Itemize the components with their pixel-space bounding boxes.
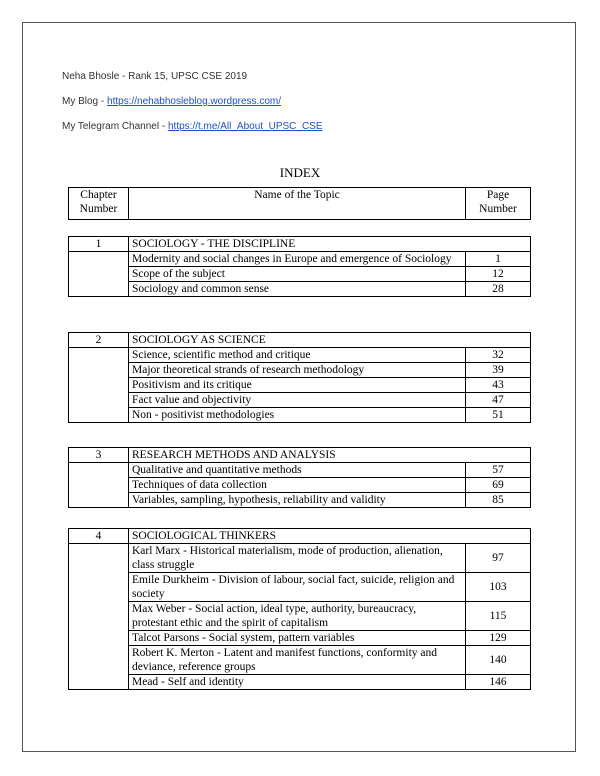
section-title: RESEARCH METHODS AND ANALYSIS xyxy=(129,448,531,463)
author-line: Neha Bhosle - Rank 15, UPSC CSE 2019 xyxy=(62,71,248,82)
topic-page: 39 xyxy=(466,363,531,378)
topic-page: 97 xyxy=(466,544,531,573)
topic-page: 1 xyxy=(466,252,531,267)
section-number-cell xyxy=(69,544,129,690)
topic-page: 140 xyxy=(466,646,531,675)
section-number: 3 xyxy=(69,448,129,463)
section-table-2 xyxy=(68,332,531,423)
topic-name: Scope of the subject xyxy=(129,267,466,282)
topic-page: 146 xyxy=(466,675,531,690)
section-number-cell xyxy=(69,463,129,508)
topic-name: Major theoretical strands of research methodology xyxy=(129,363,466,378)
topic-name: Robert K. Merton - Latent and manifest functions, conformity and deviance, reference groups xyxy=(129,646,466,675)
topic-name: Variables, sampling, hypothesis, reliability and validity xyxy=(129,493,466,508)
topic-name: Positivism and its critique xyxy=(129,378,466,393)
topic-page: 47 xyxy=(466,393,531,408)
topic-page: 115 xyxy=(466,602,531,631)
col-topic-header: Name of the Topic xyxy=(129,188,466,220)
blog-link[interactable]: https://nehabhosleblog.wordpress.com/ xyxy=(107,96,282,107)
section-title: SOCIOLOGY - THE DISCIPLINE xyxy=(129,237,531,252)
topic-name: Max Weber - Social action, ideal type, authority, bureaucracy, protestant ethic and the spirit of capitalism xyxy=(129,602,466,631)
topic-name: Modernity and social changes in Europe and emergence of Sociology xyxy=(129,252,466,267)
topic-page: 85 xyxy=(466,493,531,508)
telegram-line xyxy=(62,121,323,132)
section-table-3 xyxy=(68,447,531,508)
topic-page: 28 xyxy=(466,282,531,297)
section-title: SOCIOLOGICAL THINKERS xyxy=(129,529,531,544)
topic-name: Science, scientific method and critique xyxy=(129,348,466,363)
blog-line xyxy=(62,96,281,107)
blog-label: My Blog - xyxy=(62,96,108,107)
index-header-table xyxy=(68,187,531,220)
section-table-4 xyxy=(68,528,531,690)
topic-name: Sociology and common sense xyxy=(129,282,466,297)
telegram-label: My Telegram Channel - xyxy=(62,121,168,132)
topic-name: Emile Durkheim - Division of labour, social fact, suicide, religion and society xyxy=(129,573,466,602)
col-page-header: Page Number xyxy=(466,188,531,220)
section-number-cell xyxy=(69,348,129,423)
topic-page: 103 xyxy=(466,573,531,602)
section-title: SOCIOLOGY AS SCIENCE xyxy=(129,333,531,348)
section-table-1 xyxy=(68,236,531,297)
topic-name: Karl Marx - Historical materialism, mode of production, alienation, class struggle xyxy=(129,544,466,573)
topic-page: 32 xyxy=(466,348,531,363)
topic-name: Mead - Self and identity xyxy=(129,675,466,690)
topic-page: 51 xyxy=(466,408,531,423)
telegram-link[interactable]: https://t.me/All_About_UPSC_CSE xyxy=(167,121,323,132)
topic-name: Qualitative and quantitative methods xyxy=(129,463,466,478)
topic-name: Non - positivist methodologies xyxy=(129,408,466,423)
topic-page: 69 xyxy=(466,478,531,493)
topic-name: Techniques of data collection xyxy=(129,478,466,493)
topic-page: 12 xyxy=(466,267,531,282)
topic-page: 43 xyxy=(466,378,531,393)
topic-page: 57 xyxy=(466,463,531,478)
index-title: INDEX xyxy=(279,165,321,180)
col-chapter-header: Chapter Number xyxy=(69,188,129,220)
topic-page: 129 xyxy=(466,631,531,646)
section-number: 2 xyxy=(69,333,129,348)
section-number-cell xyxy=(69,252,129,297)
section-number: 1 xyxy=(69,237,129,252)
topic-name: Talcot Parsons - Social system, pattern variables xyxy=(129,631,466,646)
topic-name: Fact value and objectivity xyxy=(129,393,466,408)
section-number: 4 xyxy=(69,529,129,544)
